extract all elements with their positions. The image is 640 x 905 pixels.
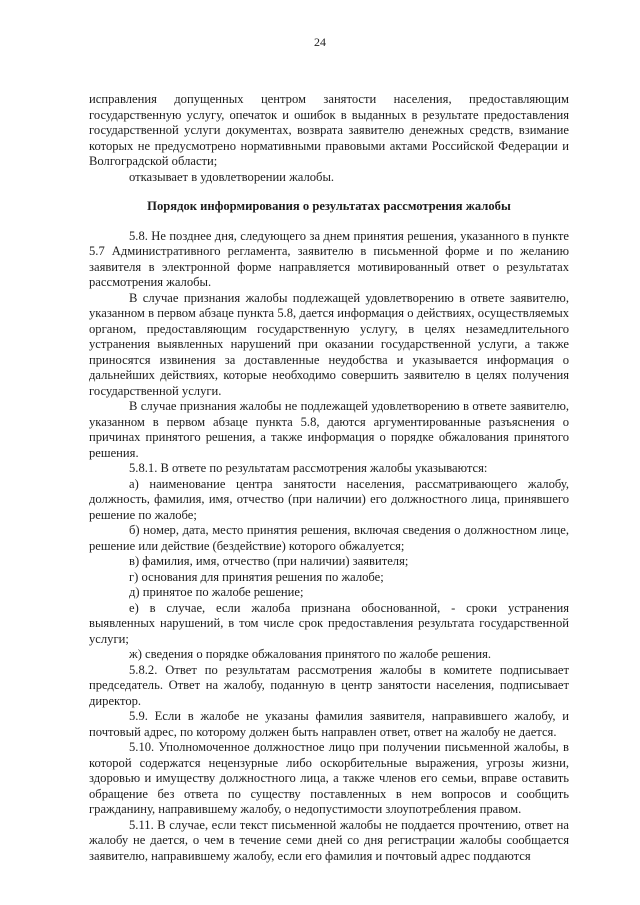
paragraph: 5.8.2. Ответ по результатам рассмотрения жалобы в комитете подписывает председатель. Ответ на жалобу, поданную в центр занятости населения, подписывает директор. xyxy=(89,662,569,708)
paragraph: 5.11. В случае, если текст письменной жалобы не поддается прочтению, ответ на жалобу не дается, о чем в течение семи дней со дня регистрации жалобы сообщается заявителю, направившему жалобу, если его фамилия и почтовый адрес поддаются xyxy=(89,817,569,863)
list-item: в) фамилия, имя, отчество (при наличии) заявителя; xyxy=(129,554,409,568)
paragraph: 5.10. Уполномоченное должностное лицо при получении письменной жалобы, в которой содержатся нецензурные либо оскорбительные выражения, угрозы жизни, здоровью и имуществу должностного лица, а также членов его семьи, вправе оставить обращение без ответа по существу поставленных в нем вопросов и сообщить гражданину, направившему жалобу, о недопустимости злоупотребления правом. xyxy=(89,740,569,816)
document-body xyxy=(89,92,569,864)
list-item: е) в случае, если жалоба признана обоснованной, - сроки устранения выявленных нарушений, в том числе срок предоставления результата государственной услуги; xyxy=(89,600,569,646)
list-item: б) номер, дата, место принятия решения, включая сведения о должностном лице, решение или действие (бездействие) которого обжалуется; xyxy=(89,523,569,553)
paragraph: 5.8. Не позднее дня, следующего за днем принятия решения, указанного в пункте 5.7 Административного регламента, заявителю в письменной форме и по желанию заявителя в электронной форме направляется мотивированный ответ о результатах рассмотрения жалобы. xyxy=(89,228,569,289)
paragraph: отказывает в удовлетворении жалобы. xyxy=(129,169,335,184)
list-item: ж) сведения о порядке обжалования принятого по жалобе решения. xyxy=(129,647,492,661)
list-item: а) наименование центра занятости населения, рассматривающего жалобу, должность, фамилия, имя, отчество (при наличии) его должностного лица, принявшего решение по жалобе; xyxy=(89,476,569,522)
paragraph: В случае признания жалобы подлежащей удовлетворению в ответе заявителю, указанном в первом абзаце пункта 5.8, дается информация о действиях, осуществляемых органом, предоставляющим государственную услугу, в целях незамедлительного устранения выявленных нарушений при оказании государственной услуги, а также приносятся извинения за доставленные неудобства и указывается информация о дальнейших действиях, которые необходимо совершить заявителю в целях получения государственной услуги. xyxy=(89,290,569,398)
section-heading: Порядок информирования о результатах рассмотрения жалобы xyxy=(147,199,511,213)
list-item: д) принятое по жалобе решение; xyxy=(129,585,304,599)
paragraph: 5.8.1. В ответе по результатам рассмотрения жалобы указываются: xyxy=(129,461,488,475)
paragraph: В случае признания жалобы не подлежащей удовлетворению в ответе заявителю, указанном в первом абзаце пункта 5.8, даются аргументированные разъяснения о причинах принятого решения, а также информация о порядке обжалования принятого решения. xyxy=(89,399,569,460)
page-number: 24 xyxy=(314,35,326,49)
paragraph: 5.9. Если в жалобе не указаны фамилия заявителя, направившего жалобу, и почтовый адрес, по которому должен быть направлен ответ, ответ на жалобу не дается. xyxy=(89,709,569,739)
paragraph: исправления допущенных центром занятости населения, предоставляющим государственную услугу, опечаток и ошибок в выданных в результате предоставления государственной услуги документах, возврата заявителю денежных средств, взимание которых не предусмотрено нормативными правовыми актами Российской Федерации и Волгоградской области; xyxy=(89,92,569,168)
list-item: г) основания для принятия решения по жалобе; xyxy=(129,569,384,584)
